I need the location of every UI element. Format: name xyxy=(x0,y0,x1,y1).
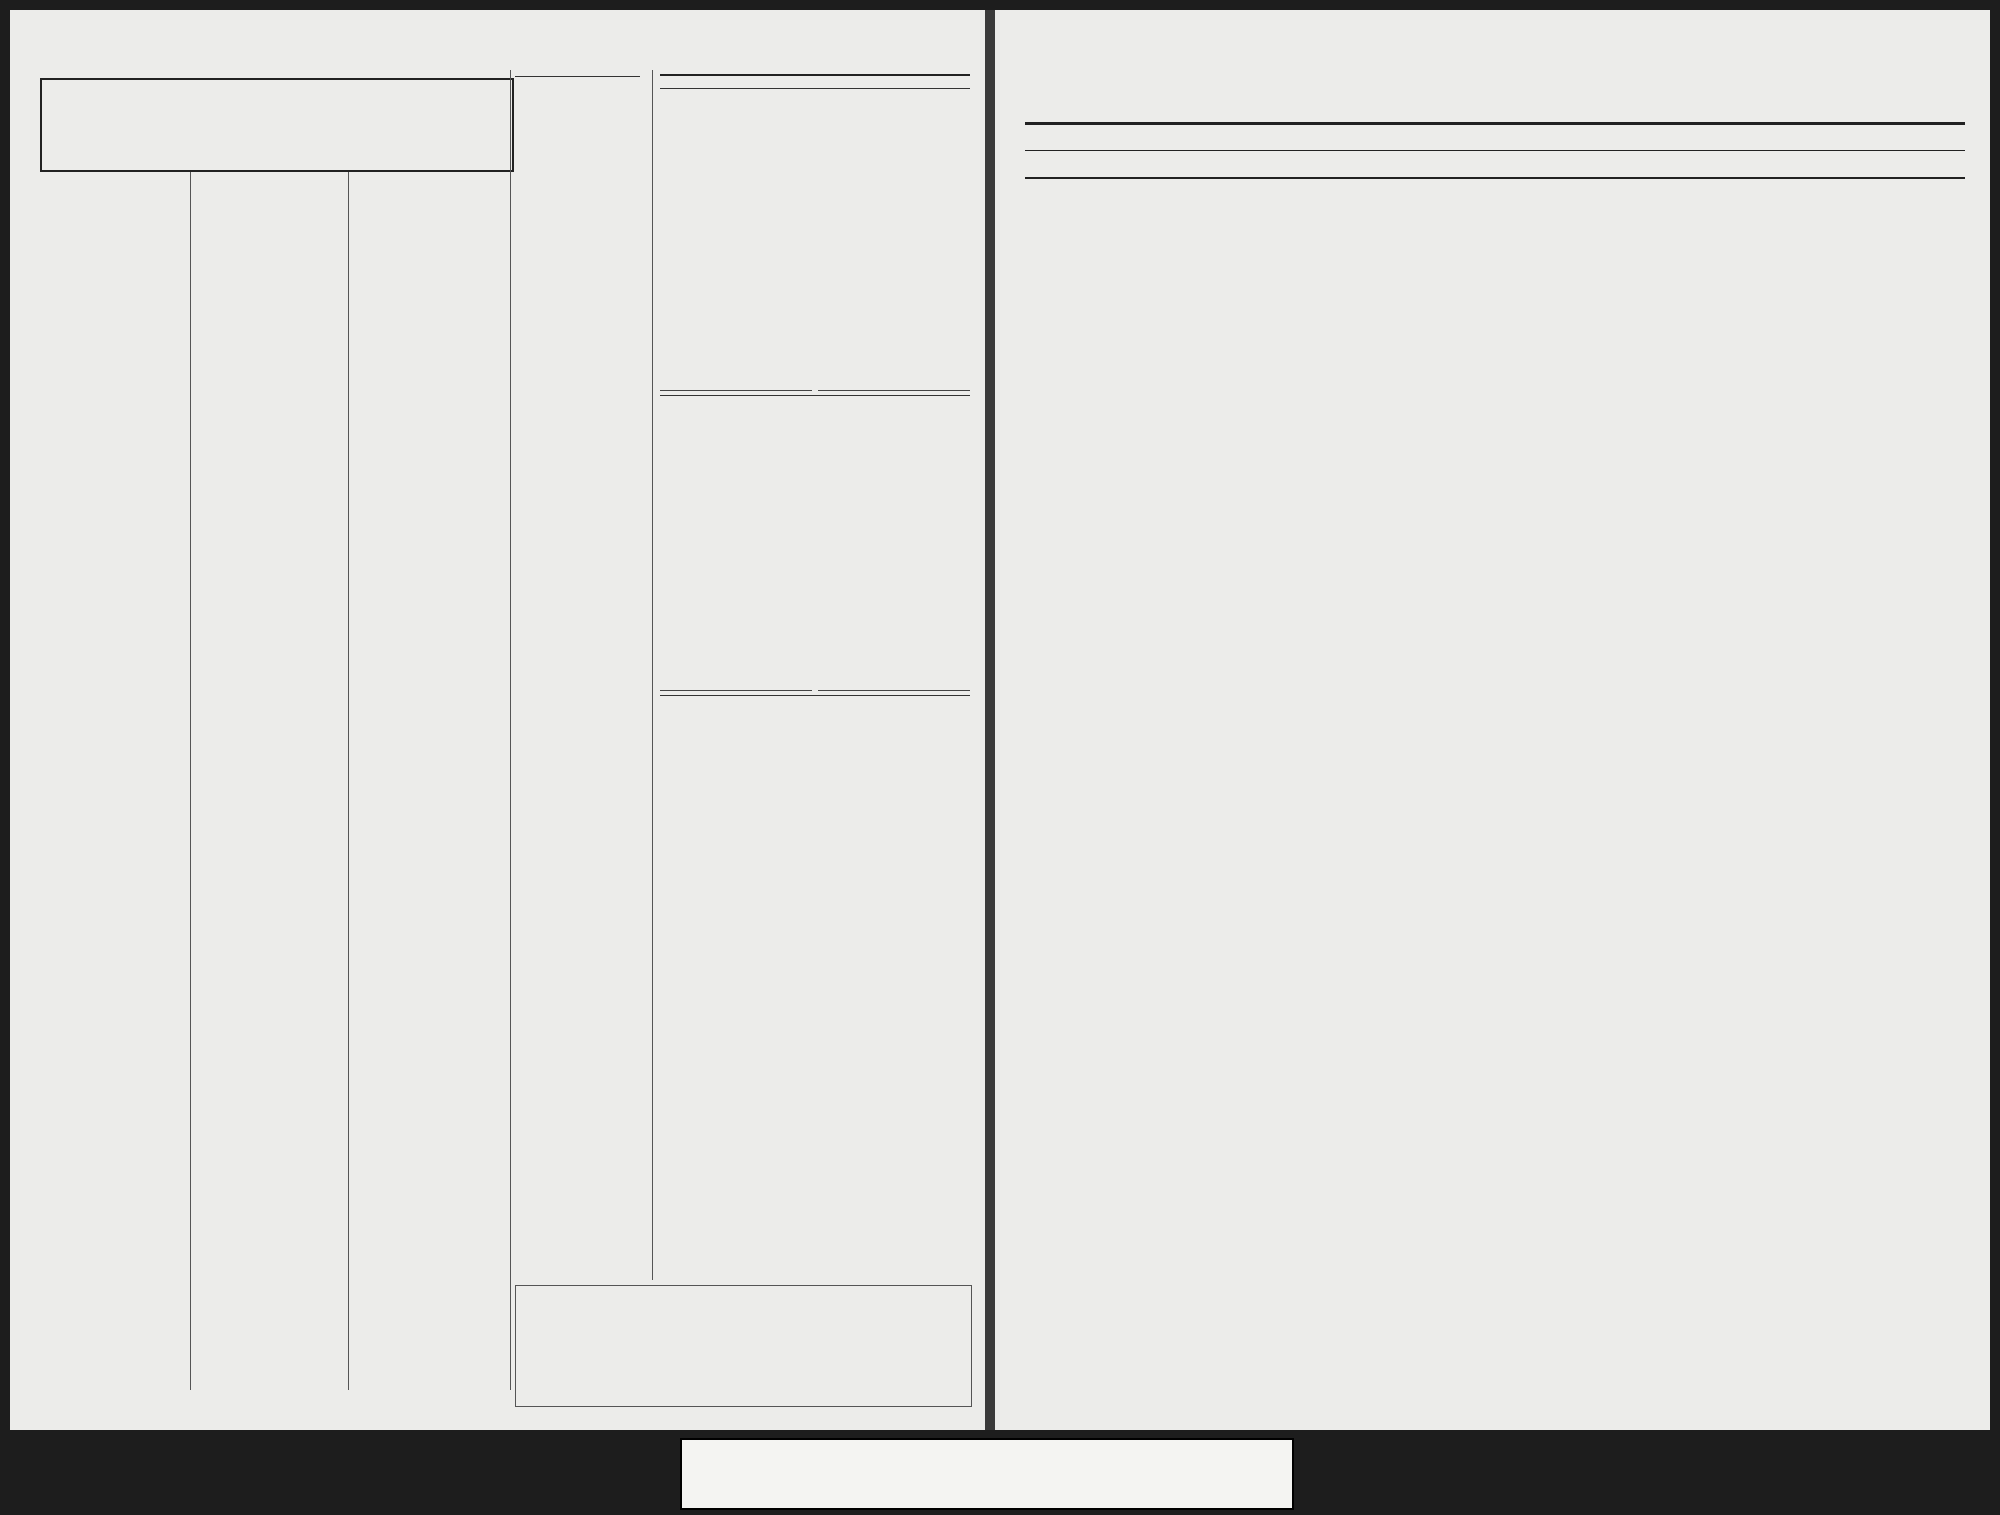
poor-print-stamp xyxy=(680,1438,1294,1510)
page-gutter xyxy=(985,10,995,1430)
bank-winterville-liabilities xyxy=(818,388,970,391)
bees-title xyxy=(516,1286,971,1292)
winterville-column-3 xyxy=(352,172,507,1430)
bank-winterville-report xyxy=(660,385,970,400)
piano-headline xyxy=(660,70,970,76)
left-page xyxy=(10,10,985,1430)
tutts-pills-ad xyxy=(515,72,640,81)
bank-winterville-resources xyxy=(660,388,812,391)
column-rule xyxy=(510,70,511,1390)
bank-farmville-liabilities xyxy=(818,688,970,691)
newspaper-spread xyxy=(10,10,1990,1430)
piano-ad xyxy=(660,70,970,93)
column-rule xyxy=(348,172,349,1390)
notice-column xyxy=(820,995,970,1275)
social-life-column xyxy=(515,292,647,1280)
bank-farmville-report xyxy=(660,685,970,700)
column-rule xyxy=(652,70,653,1280)
winterville-header-box xyxy=(40,78,514,172)
mistake-column xyxy=(660,995,810,1275)
bees-cough-syrup-ad xyxy=(515,1285,972,1407)
bank-farmville-resources xyxy=(660,688,812,691)
column-rule xyxy=(190,172,191,1390)
winterville-column-2 xyxy=(194,172,344,1430)
right-page xyxy=(995,10,1990,1430)
winterville-column-1 xyxy=(36,172,186,1430)
